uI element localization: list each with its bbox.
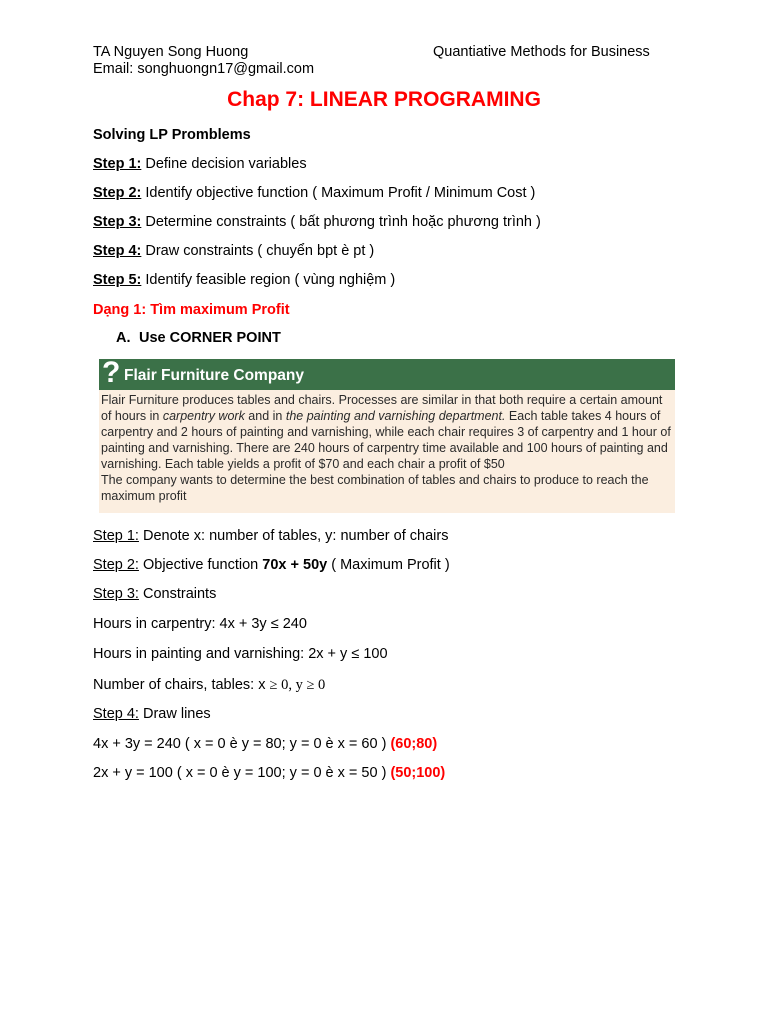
problem-paragraph-1 bbox=[101, 392, 675, 472]
step-2 bbox=[93, 184, 535, 202]
line-equation-2 bbox=[93, 764, 445, 782]
constraint-math: ≥ 0, y ≥ 0 bbox=[269, 677, 326, 693]
step-text: Denote x: number of tables, y: number of chairs bbox=[138, 528, 449, 544]
equation-text: 4x + 3y = 240 ( x = 0 è y = 80; y = 0 è x = 60 ) bbox=[93, 736, 391, 752]
problem-text: Flair Furniture produces tables and chairs. Processes are similar in that both require a certain amount of hours in bbox=[101, 393, 663, 423]
step-1 bbox=[93, 155, 307, 173]
step-label: Step 1: bbox=[93, 528, 139, 544]
dang-1-heading: Dạng 1: Tìm maximum Profit bbox=[93, 302, 290, 318]
step-label: Step 3: bbox=[93, 586, 139, 602]
constraint-text: Number of chairs, tables: x bbox=[93, 677, 270, 693]
list-text: Use CORNER POINT bbox=[139, 330, 281, 346]
step-label: Step 2: bbox=[93, 185, 142, 201]
step-text: Constraints bbox=[138, 586, 217, 602]
step-text: Identify feasible region ( vùng nghiệm ) bbox=[141, 272, 396, 288]
step-text: Draw constraints ( chuyển bpt è pt ) bbox=[141, 243, 375, 259]
problem-text: and in bbox=[244, 409, 286, 423]
constraint-carpentry: Hours in carpentry: 4x + 3y ≤ 240 bbox=[93, 616, 307, 632]
step-5 bbox=[93, 271, 395, 289]
question-mark-icon: ? bbox=[102, 359, 121, 389]
objective-function: 70x + 50y bbox=[262, 557, 328, 573]
step-label: Step 4: bbox=[93, 706, 139, 722]
problem-emphasis: the painting and varnishing department. bbox=[285, 409, 506, 423]
equation-point: (50;100) bbox=[390, 765, 446, 781]
problem-box-header bbox=[99, 359, 675, 390]
constraint-painting: Hours in painting and varnishing: 2x + y ≤ 100 bbox=[93, 646, 388, 662]
step-label: Step 1: bbox=[93, 156, 142, 172]
problem-body bbox=[99, 390, 675, 504]
course-name: Quantiative Methods for Business bbox=[433, 44, 650, 60]
problem-title: Flair Furniture Company bbox=[124, 367, 304, 384]
solution-step-3 bbox=[93, 585, 216, 603]
author-email: Email: songhuongn17@gmail.com bbox=[93, 61, 315, 77]
solution-step-1 bbox=[93, 527, 448, 545]
list-marker: A. bbox=[116, 330, 131, 346]
line-equation-1 bbox=[93, 735, 437, 753]
author-name: TA Nguyen Song Huong bbox=[93, 44, 249, 60]
solution-step-4 bbox=[93, 705, 211, 723]
equation-point: (60;80) bbox=[390, 736, 438, 752]
problem-text: Each table takes 4 hours of carpentry and 2 hours of painting and varnishing, while each chair requires 3 of carpentry and 1 hour of painting and varnishing. There are 240 hours of carpentry time available and 100 hours of painting and varnishing. Each table yields a profit of $70 and each chair a profit of $50 bbox=[101, 409, 671, 471]
step-text: Draw lines bbox=[138, 706, 211, 722]
chapter-title: Chap 7: LINEAR PROGRAMING bbox=[227, 88, 541, 111]
solution-step-2 bbox=[93, 556, 450, 574]
list-item-a bbox=[116, 329, 281, 347]
step-4 bbox=[93, 242, 374, 260]
step-text: Define decision variables bbox=[141, 156, 307, 172]
constraint-nonnegativity bbox=[93, 676, 325, 694]
step-label: Step 3: bbox=[93, 214, 142, 230]
step-3 bbox=[93, 213, 541, 231]
step-label: Step 2: bbox=[93, 557, 139, 573]
problem-box bbox=[99, 359, 675, 513]
equation-text: 2x + y = 100 ( x = 0 è y = 100; y = 0 è x = 50 ) bbox=[93, 765, 391, 781]
step-text: Objective function bbox=[138, 557, 263, 573]
solving-heading: Solving LP Promblems bbox=[93, 127, 251, 143]
step-text: ( Maximum Profit ) bbox=[327, 557, 450, 573]
step-label: Step 4: bbox=[93, 243, 142, 259]
step-text: Identify objective function ( Maximum Profit / Minimum Cost ) bbox=[141, 185, 536, 201]
problem-emphasis: carpentry work bbox=[162, 409, 245, 423]
problem-paragraph-2: The company wants to determine the best combination of tables and chairs to produce to reach the maximum profit bbox=[101, 473, 649, 503]
step-text: Determine constraints ( bất phương trình hoặc phương trình ) bbox=[141, 214, 541, 230]
step-label: Step 5: bbox=[93, 272, 142, 288]
header-left bbox=[93, 44, 314, 78]
